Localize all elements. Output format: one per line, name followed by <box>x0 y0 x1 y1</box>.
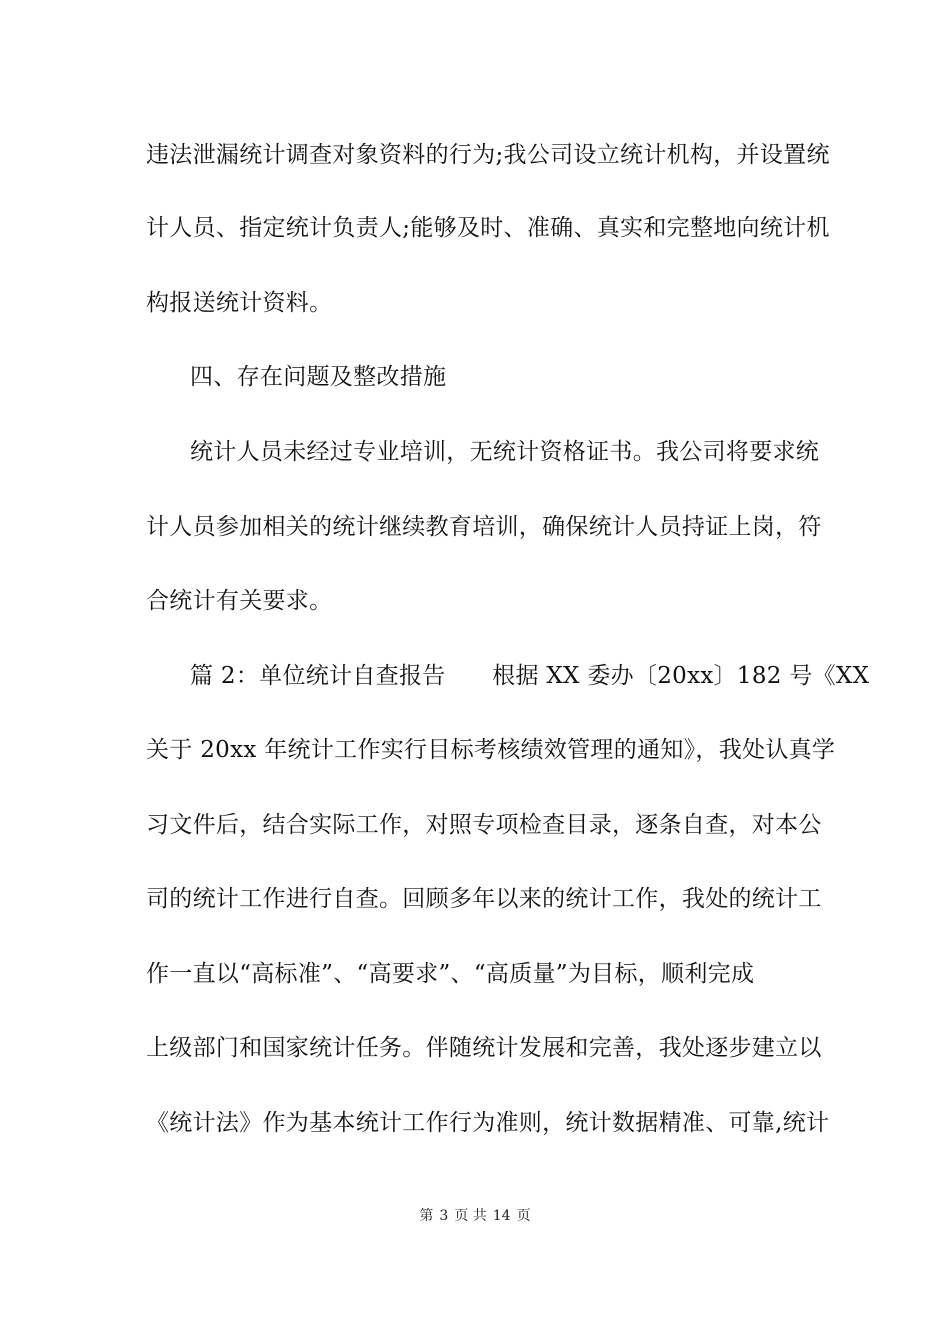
text-line-2: 计人员、指定统计负责人;能够及时、准确、真实和完整地向统计机 <box>146 215 830 241</box>
text-line-6: 计人员参加相关的统计继续教育培训，确保统计人员持证上岗，符 <box>146 514 822 540</box>
text-line-14: 《统计法》作为基本统计工作行为准则，统计数据精准、可靠,统计 <box>146 1110 830 1136</box>
text-line-3: 构报送统计资料。 <box>146 290 333 316</box>
footer-prefix: 第 <box>419 1208 434 1224</box>
text-line-7: 合统计有关要求。 <box>146 588 333 614</box>
footer-middle: 页 共 <box>454 1208 487 1224</box>
footer-current-page: 3 <box>439 1208 449 1224</box>
text-line-5: 统计人员未经过专业培训，无统计资格证书。我公司将要求统 <box>190 439 820 465</box>
footer-total-pages: 14 <box>492 1208 511 1224</box>
text-line-9: 关于 20xx 年统计工作实行目标考核绩效管理的通知》，我处认真学 <box>146 737 836 763</box>
text-line-10: 习文件后，结合实际工作，对照专项检查目录，逐条自查，对本公 <box>146 812 822 838</box>
text-line-13: 上级部门和国家统计任务。伴随统计发展和完善，我处逐步建立以 <box>146 1035 822 1061</box>
text-line-8: 篇 2：单位统计自查报告 根据 XX 委办〔20xx〕182 号《XX <box>190 663 870 689</box>
text-line-11: 司的统计工作进行自查。回顾多年以来的统计工作，我处的统计工 <box>146 886 822 912</box>
section-heading: 四、存在问题及整改措施 <box>190 364 447 390</box>
text-line-12: 作一直以“高标准”、“高要求”、“高质量”为目标，顺利完成 <box>146 961 755 987</box>
footer-suffix: 页 <box>516 1208 531 1224</box>
text-line-1: 违法泄漏统计调查对象资料的行为;我公司设立统计机构，并设置统 <box>146 142 830 168</box>
page-footer <box>0 1206 950 1226</box>
